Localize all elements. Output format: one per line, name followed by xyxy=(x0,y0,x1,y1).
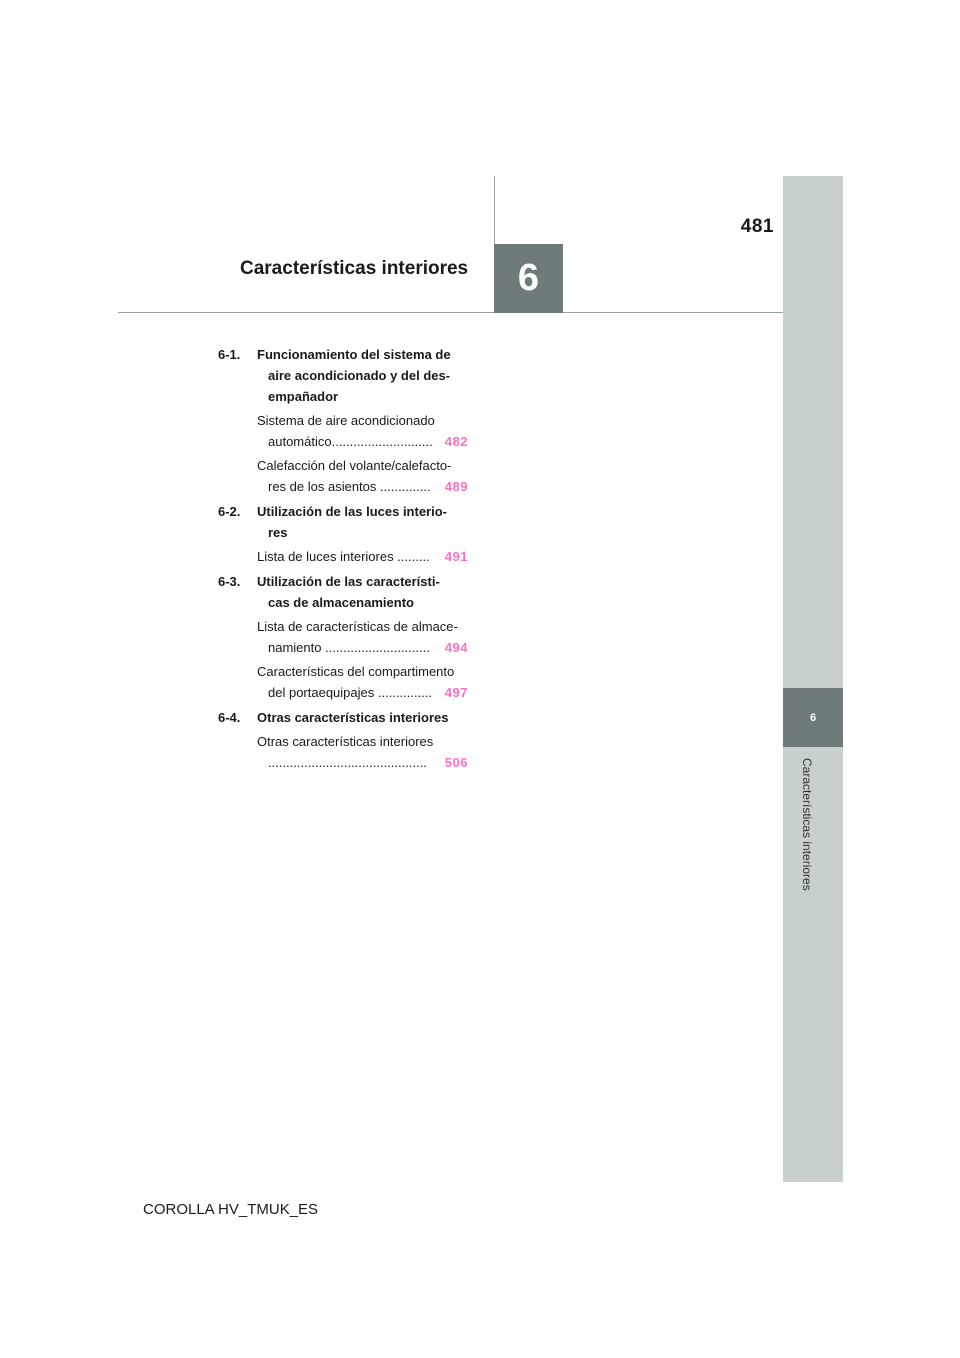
toc-entry[interactable] xyxy=(257,546,468,567)
toc-entry-title: Otras características interiores xyxy=(257,734,434,749)
toc-section-heading[interactable] xyxy=(218,501,468,543)
toc-section-number: 6-1. xyxy=(218,347,241,362)
table-of-contents xyxy=(218,344,468,773)
page-number: 481 xyxy=(740,216,774,237)
toc-entry-title: Calefacción del volante/calefacto- xyxy=(257,458,452,473)
toc-entry[interactable] xyxy=(257,616,468,658)
side-tab-chapter[interactable]: 6 xyxy=(783,688,843,747)
toc-entry-leader: res de los asientos .............. xyxy=(268,479,431,494)
toc-section-heading[interactable] xyxy=(218,571,468,613)
toc-section-heading[interactable] xyxy=(218,707,468,728)
toc-section-title xyxy=(257,501,468,543)
toc-section-title-line: Funcionamiento del sistema de xyxy=(257,347,451,362)
section-title: Características interiores xyxy=(240,258,469,279)
toc-section-title-line: Utilización de las característi- xyxy=(257,574,440,589)
toc-section-title-line: res xyxy=(268,525,288,540)
toc-section-number: 6-3. xyxy=(218,574,241,589)
toc-section-heading[interactable] xyxy=(218,344,468,407)
toc-entry-leader: del portaequipajes ............... xyxy=(268,685,433,700)
toc-entry-title: Lista de características de almace- xyxy=(257,619,458,634)
toc-page-link[interactable]: 482 xyxy=(444,434,468,449)
toc-section-title-line: aire acondicionado y del des- xyxy=(268,368,451,383)
toc-entry[interactable] xyxy=(257,661,468,703)
toc-page-link[interactable]: 491 xyxy=(444,549,468,564)
toc-entry[interactable] xyxy=(257,455,468,497)
toc-entry[interactable] xyxy=(257,731,468,773)
header-horizontal-divider xyxy=(118,312,783,313)
toc-section-title-line: cas de almacenamiento xyxy=(268,595,414,610)
footer-model-code: COROLLA HV_TMUK_ES xyxy=(143,1201,319,1218)
toc-entry-title: Características del compartimento xyxy=(257,664,455,679)
toc-page-link[interactable]: 506 xyxy=(444,755,468,770)
toc-entry-leader: ............................................ xyxy=(268,755,427,770)
toc-entry-leader: automático............................ xyxy=(268,434,433,449)
toc-page-link[interactable]: 489 xyxy=(444,479,468,494)
toc-entry-leader: Lista de luces interiores ......... xyxy=(257,549,430,564)
toc-section-title xyxy=(257,344,468,407)
toc-section-number: 6-4. xyxy=(218,710,241,725)
toc-section-title-line: empañador xyxy=(268,389,339,404)
toc-page-link[interactable]: 494 xyxy=(444,640,468,655)
toc-entry-leader: namiento ............................. xyxy=(268,640,430,655)
side-tab xyxy=(783,176,843,1182)
toc-section-number: 6-2. xyxy=(218,504,241,519)
toc-page-link[interactable]: 497 xyxy=(444,685,468,700)
toc-section-title-line: Utilización de las luces interio- xyxy=(257,504,447,519)
toc-entry-title: Sistema de aire acondicionado xyxy=(257,413,435,428)
toc-section-title xyxy=(257,571,468,613)
toc-section-title xyxy=(257,707,468,728)
toc-entry[interactable] xyxy=(257,410,468,452)
toc-section-title-line: Otras características interiores xyxy=(257,710,449,725)
chapter-number-box: 6 xyxy=(494,244,563,313)
side-tab-label-text: Características interiores xyxy=(800,758,814,891)
